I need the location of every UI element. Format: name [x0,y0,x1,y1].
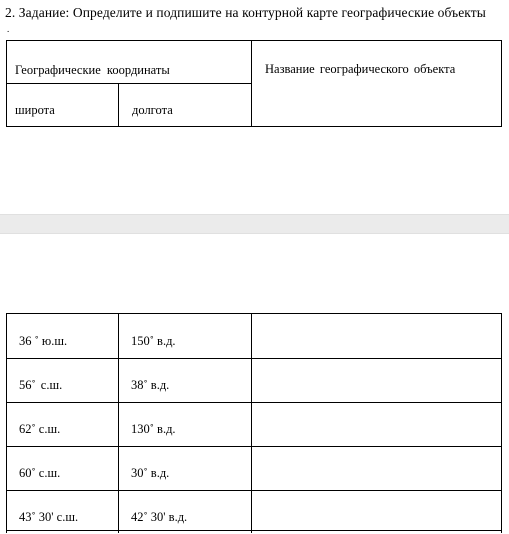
table-row [7,490,501,534]
longitude-cell: 30˚ в.д. [131,466,170,480]
longitude-header: долгота [132,103,173,117]
task-text: 2. Задание: Определите и подпишите на контурной карте географические объекты [5,5,486,20]
latitude-cell: 43˚ 30' с.ш. [19,510,79,524]
longitude-cell: 42˚ 30' в.д. [131,510,188,524]
coordinates-table [6,313,502,533]
latitude-cell: 60˚ с.ш. [19,466,61,480]
trailing-dot: . [7,24,10,34]
coords-header: Географические координаты [15,63,170,77]
page-break [0,214,509,234]
object-name-header: Название географического объекта [265,62,456,76]
latitude-header: широта [15,103,55,117]
header-divider-vertical [251,41,252,126]
header-divider-horizontal [7,83,251,84]
longitude-cell: 130˚ в.д. [131,422,176,436]
page-break-top-edge [0,214,509,215]
latitude-cell: 36 ˚ ю.ш. [19,334,68,348]
table-row [7,402,501,446]
header-divider-sub [118,84,119,126]
longitude-cell: 150˚ в.д. [131,334,176,348]
page-break-bottom-edge [0,233,509,234]
longitude-cell: 38˚ в.д. [131,378,170,392]
table-bottom-border [7,530,501,531]
latitude-cell: 62˚ с.ш. [19,422,61,436]
table-row [7,358,501,402]
table-row [7,446,501,490]
header-table [6,40,502,127]
latitude-cell: 56˚ с.ш. [19,378,63,392]
table-row [7,314,501,358]
